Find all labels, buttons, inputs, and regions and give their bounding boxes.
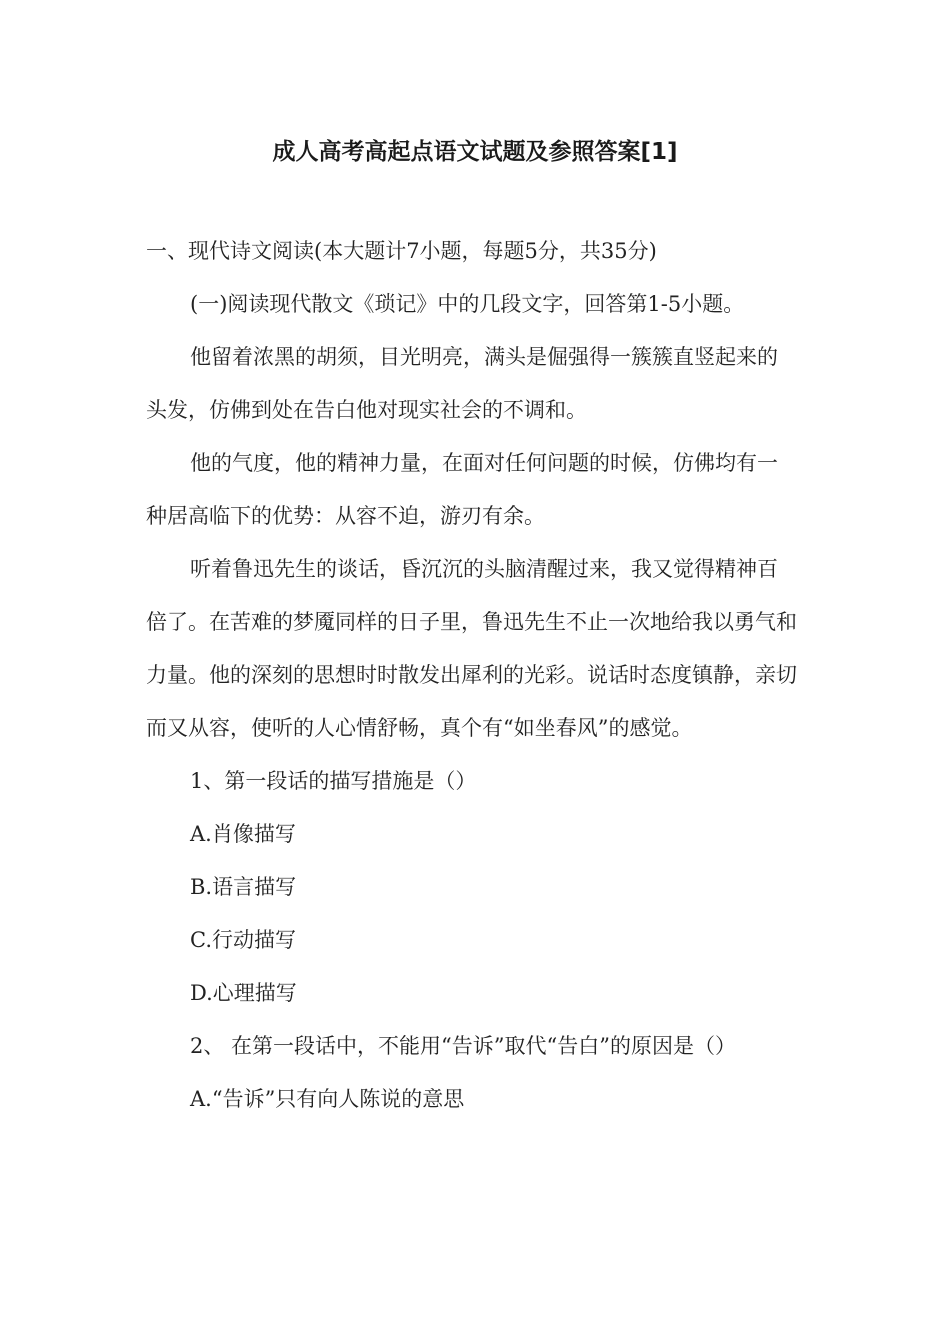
question-1-option-a: A.肖像描写 (190, 822, 296, 846)
section-heading: 一、现代诗文阅读(本大题计7小题，每题5分，共35分) (146, 239, 657, 263)
question-1-option-b: B.语言描写 (190, 875, 297, 899)
passage-paragraph-3: 听着鲁迅先生的谈话，昏沉沉的头脑清醒过来，我又觉得精神百倍了。在苦难的梦魇同样的日子里，鲁迅先生不止一次地给我以勇气和力量。他的深刻的思想时时散发出犀利的光彩。说话时态度镇静，亲切而又从容，使听的人心情舒畅，真个有“如坐春风”的感觉。 (146, 557, 797, 740)
question-1-stem: 1、第一段话的描写措施是（） (190, 769, 477, 793)
question-2-option-a: A.“告诉”只有向人陈说的意思 (190, 1087, 465, 1111)
document-title: 成人高考高起点语文试题及参照答案[1] (272, 139, 678, 165)
question-2-stem: 2、 在第一段话中，不能用“告诉”取代“告白”的原因是（） (190, 1034, 736, 1058)
question-1-option-c: C.行动描写 (190, 928, 296, 952)
subsection-heading: (一)阅读现代散文《琐记》中的几段文字，回答第1-5小题。 (190, 292, 745, 316)
passage-paragraph-1: 他留着浓黑的胡须，目光明亮，满头是倔强得一簇簇直竖起来的头发，仿佛到处在告白他对现实社会的不调和。 (146, 345, 778, 422)
document-body (146, 225, 798, 1126)
passage-paragraph-2: 他的气度，他的精神力量，在面对任何问题的时候，仿佛均有一种居高临下的优势：从容不迫，游刃有余。 (146, 451, 778, 528)
question-1-option-d: D.心理描写 (190, 981, 297, 1005)
